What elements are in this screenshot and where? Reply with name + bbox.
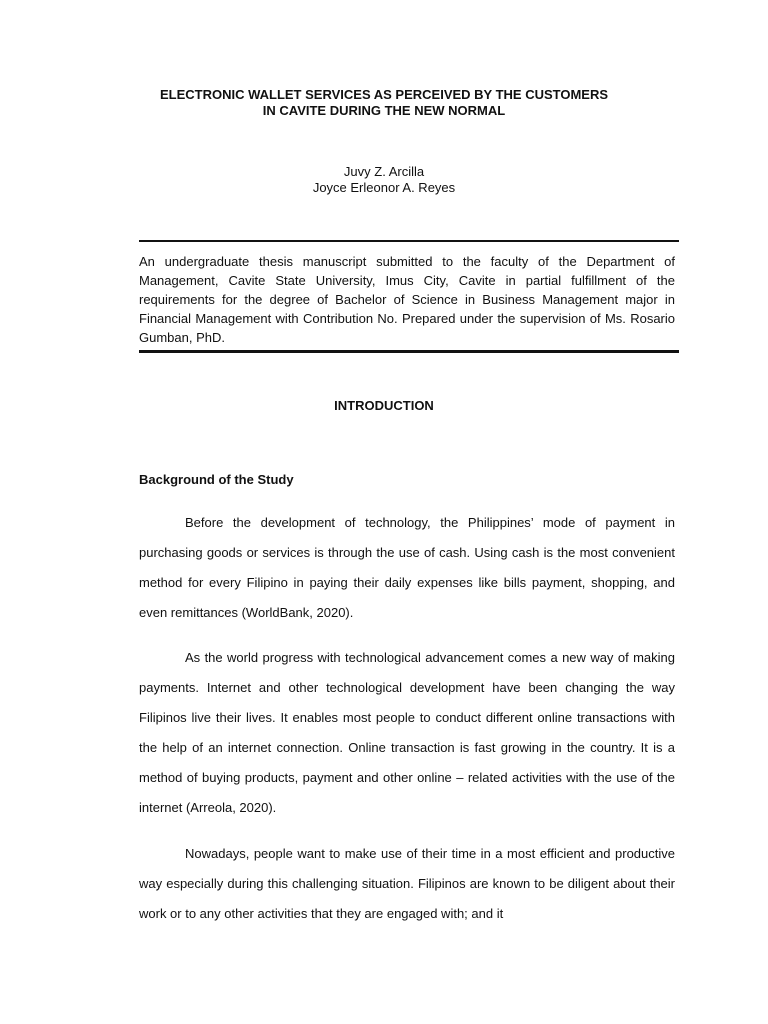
top-divider <box>139 240 679 242</box>
paragraph <box>139 508 675 628</box>
section-heading: INTRODUCTION <box>334 398 434 413</box>
title-line-2: IN CAVITE DURING THE NEW NORMAL <box>262 103 506 118</box>
paragraph <box>139 839 675 929</box>
author-name: Joyce Erleonor A. Reyes <box>312 180 456 195</box>
thesis-statement: An undergraduate thesis manuscript submitted to the faculty of the Department of Management, Cavite State University, Imus City, Cavite in partial fulfillment of the requirements for the degree of Bachelor of Science in Business Management major in Financial Management with Contribution No. Prepared under the supervision of Ms. Rosario Gumban, PhD. <box>139 254 675 345</box>
paragraph-text: As the world progress with technological advancement comes a new way of making payments. Internet and other technological development have been changing the way Filipinos live their lives. It enables most people to conduct different online transactions with the help of an internet connection. Online transaction is fast growing in the country. It is a method of buying products, payment and other online – related activities with the use of the internet (Arreola, 2020). <box>139 650 675 815</box>
paragraph <box>139 643 675 823</box>
bottom-divider <box>139 350 679 353</box>
author-name: Juvy Z. Arcilla <box>343 164 425 179</box>
paragraph-text: Before the development of technology, the Philippines’ mode of payment in purchasing goods or services is through the use of cash. Using cash is the most convenient method for every Filipino in paying their daily expenses like bills payment, shopping, and even remittances (WorldBank, 2020). <box>139 515 675 620</box>
title-line-1: ELECTRONIC WALLET SERVICES AS PERCEIVED BY THE CUSTOMERS <box>159 87 609 102</box>
subsection-heading: Background of the Study <box>139 472 294 487</box>
paper-title <box>0 87 768 119</box>
paragraph-text: Nowadays, people want to make use of their time in a most efficient and productive way especially during this challenging situation. Filipinos are known to be diligent about their work or to any other activities that they are engaged with; and it <box>139 846 675 921</box>
author-list <box>0 164 768 196</box>
